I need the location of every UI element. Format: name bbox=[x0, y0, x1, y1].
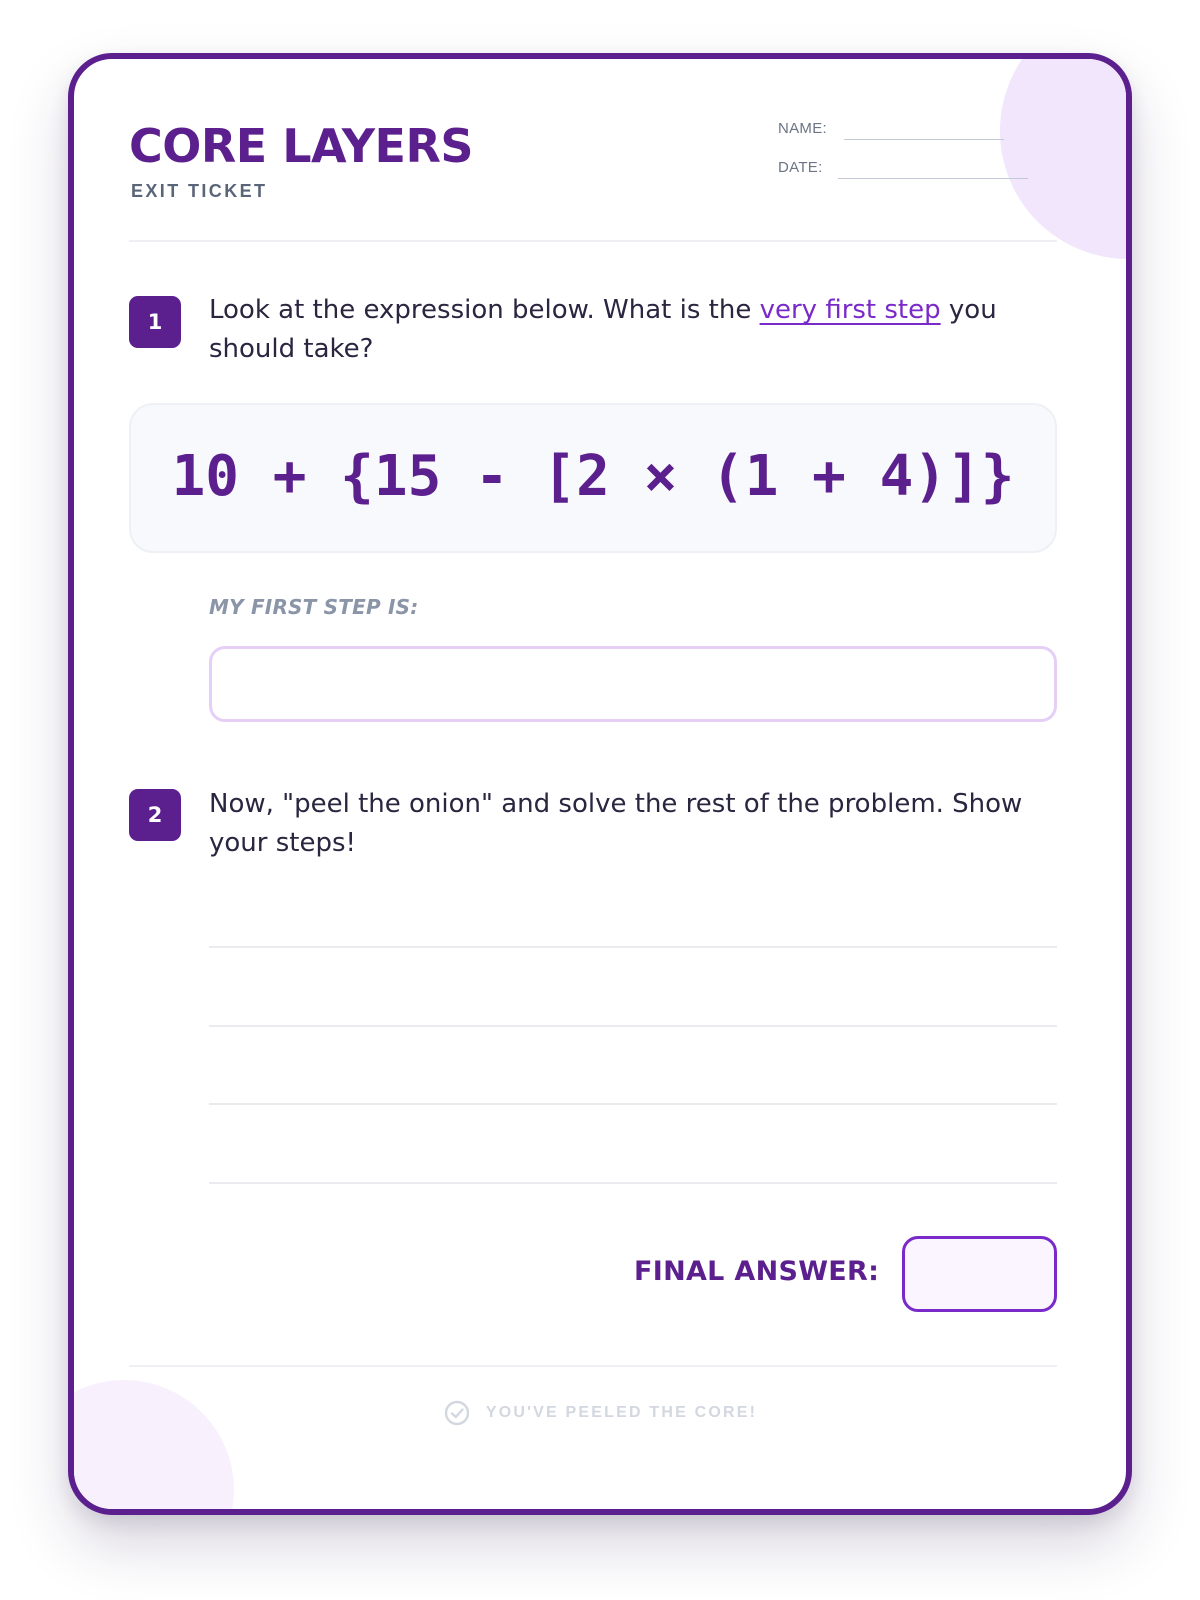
name-line[interactable] bbox=[844, 139, 1004, 140]
work-line[interactable] bbox=[209, 1182, 1057, 1184]
first-step-label: MY FIRST STEP IS: bbox=[209, 595, 419, 619]
math-expression: 10 + {15 - [2 × (1 + 4)]} bbox=[171, 444, 1015, 509]
final-answer-input[interactable] bbox=[902, 1236, 1057, 1312]
question-1-text-start: Look at the expression below. What is the bbox=[209, 295, 760, 325]
question-2-badge: 2 bbox=[129, 789, 181, 841]
footer bbox=[74, 1399, 1126, 1427]
header-divider bbox=[129, 240, 1057, 242]
expression-box bbox=[129, 403, 1057, 553]
question-1-highlight: very first step bbox=[759, 295, 941, 325]
question-1-badge: 1 bbox=[129, 296, 181, 348]
check-circle-icon bbox=[443, 1399, 471, 1427]
date-line[interactable] bbox=[838, 178, 1028, 179]
worksheet-subtitle: EXIT TICKET bbox=[131, 181, 268, 201]
footer-divider bbox=[129, 1365, 1057, 1367]
exit-ticket-card bbox=[68, 53, 1132, 1515]
footer-message: YOU'VE PEELED THE CORE! bbox=[485, 1404, 758, 1421]
name-label: NAME: bbox=[778, 120, 828, 137]
work-line[interactable] bbox=[209, 946, 1057, 948]
worksheet-title: CORE LAYERS bbox=[129, 119, 474, 173]
question-2-text: Now, "peel the onion" and solve the rest of the problem. Show your steps! bbox=[209, 789, 1023, 858]
work-line[interactable] bbox=[209, 1103, 1057, 1105]
decorative-circle-top-right bbox=[1000, 53, 1132, 259]
first-step-input[interactable] bbox=[209, 646, 1057, 722]
date-label: DATE: bbox=[778, 159, 823, 176]
question-1-text bbox=[209, 291, 1061, 369]
question-1-text-end: you should take? bbox=[209, 295, 997, 364]
work-line[interactable] bbox=[209, 1025, 1057, 1027]
final-answer-label: FINAL ANSWER: bbox=[634, 1256, 880, 1287]
